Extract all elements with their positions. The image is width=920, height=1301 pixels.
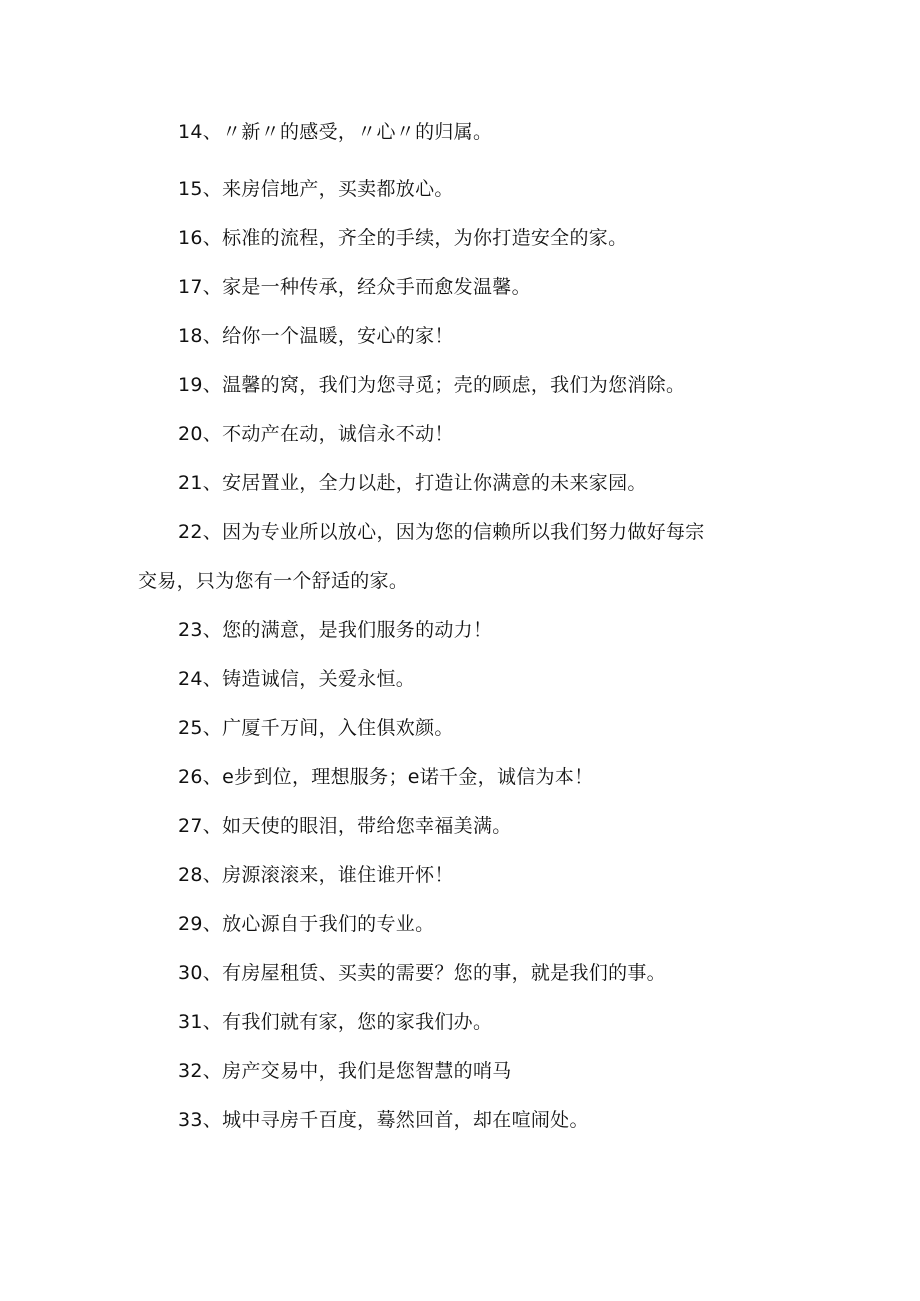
list-item: 32、房产交易中，我们是您智慧的哨马 xyxy=(178,1060,512,1082)
list-item: 26、e步到位，理想服务；e诺千金，诚信为本！ xyxy=(178,766,594,788)
list-item: 24、铸造诚信，关爱永恒。 xyxy=(178,668,416,690)
list-item: 18、给你一个温暖，安心的家！ xyxy=(178,325,454,347)
slogan-list xyxy=(138,108,778,1145)
list-item: 17、家是一种传承，经众手而愈发温馨。 xyxy=(178,276,531,298)
list-item: 31、有我们就有家，您的家我们办。 xyxy=(178,1011,493,1033)
list-item: 14、〃新〃的感受，〃心〃的归属。 xyxy=(178,121,493,143)
list-item: 15、来房信地产，买卖都放心。 xyxy=(178,178,454,200)
list-item-continuation: 交易，只为您有一个舒适的家。 xyxy=(138,570,409,592)
list-item: 28、房源滚滚来，谁住谁开怀！ xyxy=(178,864,454,886)
list-item: 22、因为专业所以放心，因为您的信赖所以我们努力做好每宗 xyxy=(178,521,705,543)
list-item: 25、广厦千万间，入住俱欢颜。 xyxy=(178,717,454,739)
list-item: 21、安居置业，全力以赴，打造让你满意的未来家园。 xyxy=(178,472,647,494)
list-item: 30、有房屋租赁、买卖的需要？您的事，就是我们的事。 xyxy=(178,962,666,984)
list-item: 23、您的满意，是我们服务的动力！ xyxy=(178,619,493,641)
list-item: 27、如天使的眼泪，带给您幸福美满。 xyxy=(178,815,512,837)
list-item: 29、放心源自于我们的专业。 xyxy=(178,913,435,935)
list-item: 33、城中寻房千百度，蓦然回首，却在喧闹处。 xyxy=(178,1109,589,1131)
list-item: 20、不动产在动，诚信永不动！ xyxy=(178,423,454,445)
list-item: 19、温馨的窝，我们为您寻觅；壳的顾虑，我们为您消除。 xyxy=(178,374,686,396)
list-item: 16、标准的流程，齐全的手续，为你打造安全的家。 xyxy=(178,227,628,249)
